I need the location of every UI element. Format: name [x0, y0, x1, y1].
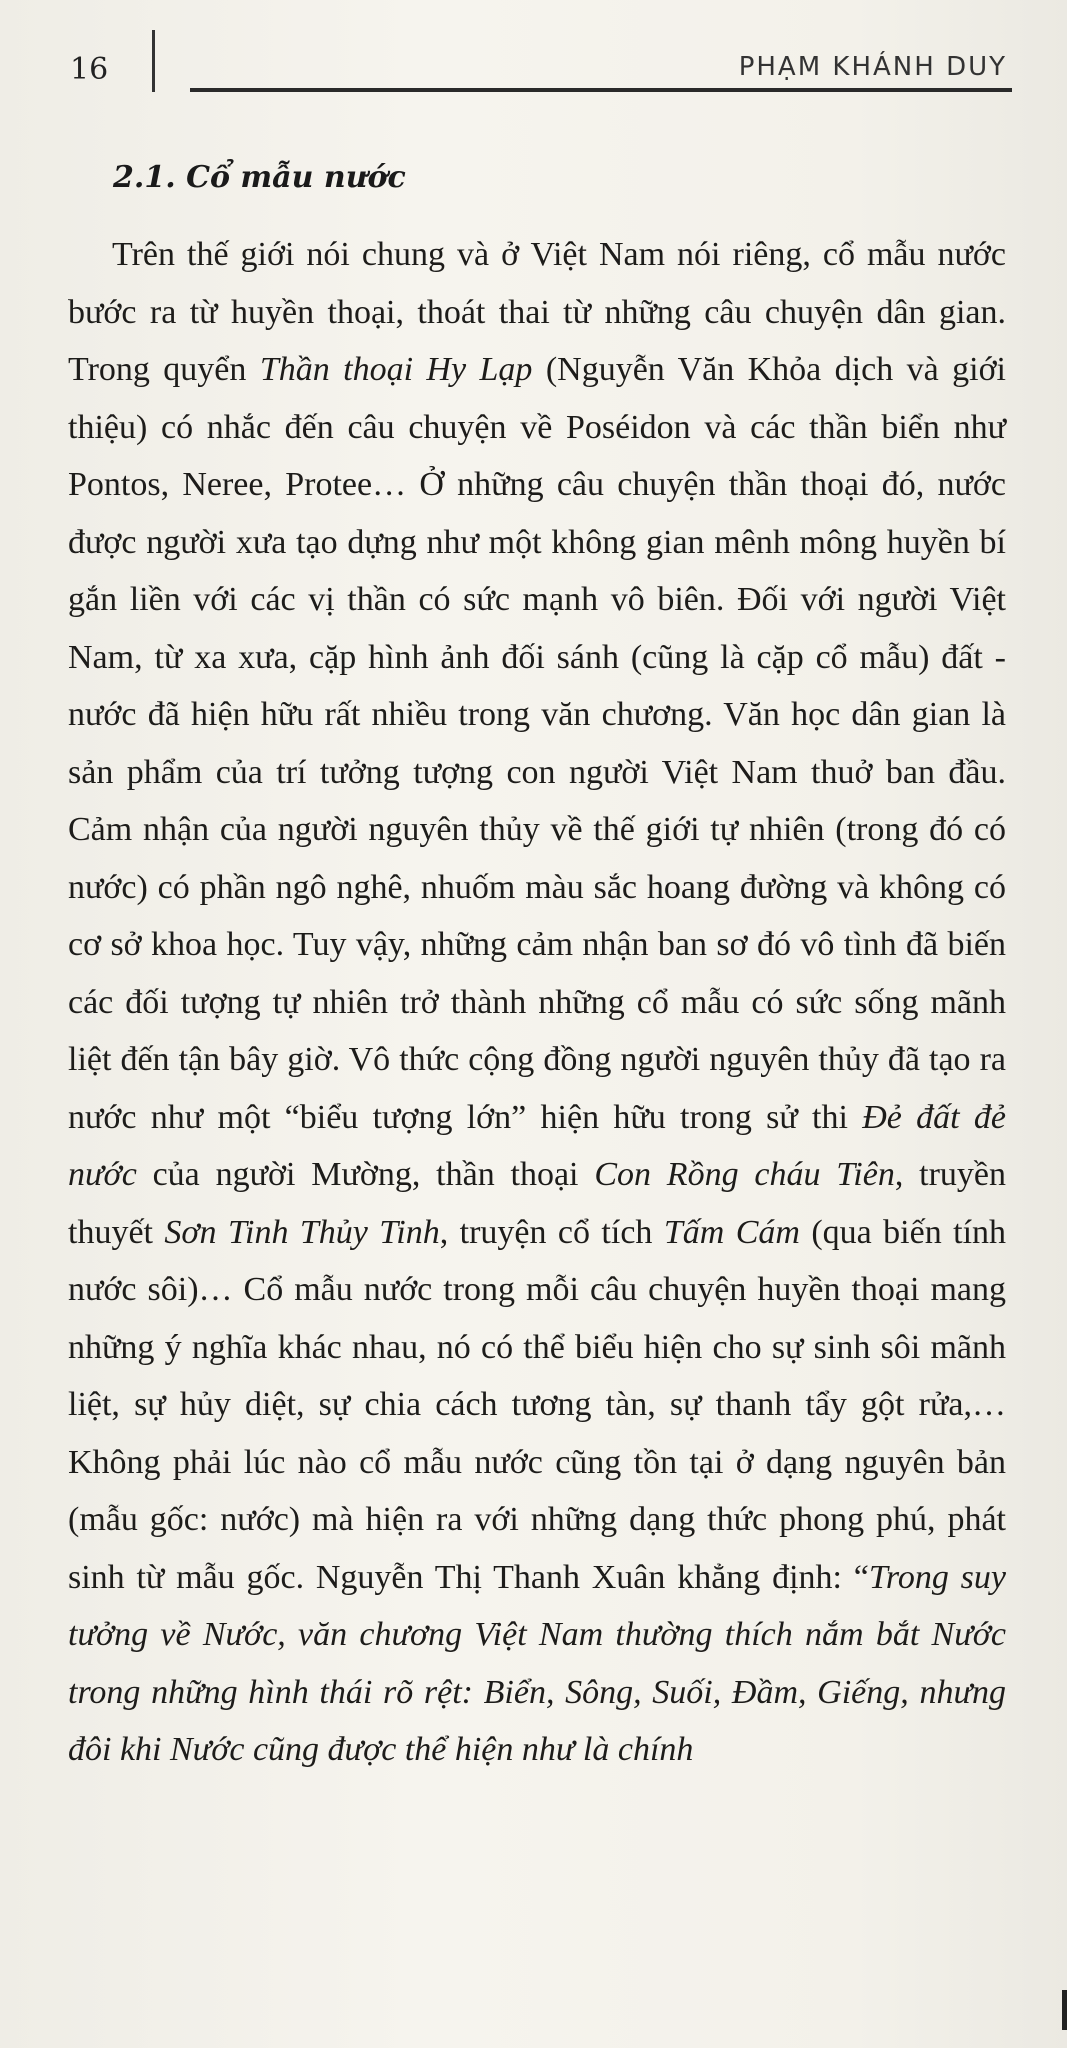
- page-number: 16: [70, 52, 109, 87]
- italic-quote: Trong suy tưởng về Nước, văn chương Việt Nam thường thích nắm bắt Nước trong những hình thái rõ rệt: Biển, Sông, Suối, Đầm, Giếng, nhưng đôi khi Nước cũng được thể hiện như là chính: [68, 1558, 1006, 1768]
- section-heading: 2.1. Cổ mẫu nước: [113, 160, 406, 195]
- page-edge-mark: [1062, 1990, 1067, 2030]
- running-head: PHẠM KHÁNH DUY: [738, 52, 1007, 82]
- italic-title: Tấm Cám: [663, 1213, 800, 1251]
- header-rule: [190, 88, 1012, 92]
- text-run: , truyền thuyết: [68, 1156, 1007, 1251]
- text-run: của người Mường, thần thoại: [136, 1156, 595, 1193]
- text-run: (Nguyễn Văn Khỏa dịch và giới thiệu) có nhắc đến câu chuyện về Poséidon và các thần biển như Pontos, Neree, Protee… Ở những câu chuyện thần thoại đó, nước được người xưa tạo dựng như một không gian mênh mông huyền bí gắn liền với các vị thần có sức mạnh vô biên. Đối với người Việt Nam, từ xa xưa, cặp hình ảnh đối sánh (cũng là cặp cổ mẫu) đất - nước đã hiện hữu rất nhiều trong văn chương. Văn học dân gian là sản phẩm của trí tưởng tượng con người Việt Nam thuở ban đầu. Cảm nhận của người nguyên thủy về thế giới tự nhiên (trong đó có nước) có phần ngô nghê, nhuốm màu sắc hoang đường và không có cơ sở khoa học. Tuy vậy, những cảm nhận ban sơ đó vô tình đã biến các đối tượng tự nhiên trở thành những cổ mẫu có sức sống mãnh liệt đến tận bây giờ. Vô thức cộng đồng người nguyên thủy đã tạo ra nước như một “biểu tượng lớn” hiện hữu trong sử thi: [68, 351, 1006, 1136]
- body-paragraph: [68, 226, 1006, 1779]
- italic-title: Đẻ đất đẻ nước: [68, 1098, 1007, 1193]
- header-vertical-bar: [152, 30, 155, 92]
- text-run: (qua biến tính nước sôi)… Cổ mẫu nước trong mỗi câu chuyện huyền thoại mang những ý nghĩa khác nhau, nó có thể biểu hiện cho sự sinh sôi mãnh liệt, sự hủy diệt, sự chia cách tương tàn, sự thanh tẩy gột rửa,… Không phải lúc nào cổ mẫu nước cũng tồn tại ở dạng nguyên bản (mẫu gốc: nước) mà hiện ra với những dạng thức phong phú, phát sinh từ mẫu gốc. Nguyễn Thị Thanh Xuân khẳng định: “: [68, 1213, 1007, 1596]
- text-run: , truyện cổ tích: [439, 1213, 664, 1251]
- text-run: Trên thế giới nói chung và ở Việt Nam nói riêng, cổ mẫu nước bước ra từ huyền thoại, thoát thai từ những câu chuyện dân gian. Trong quyển: [68, 236, 1006, 388]
- italic-title: Sơn Tinh Thủy Tinh: [164, 1213, 440, 1251]
- italic-title: Thần thoại Hy Lạp: [259, 351, 533, 388]
- italic-title: Con Rồng cháu Tiên: [594, 1156, 895, 1193]
